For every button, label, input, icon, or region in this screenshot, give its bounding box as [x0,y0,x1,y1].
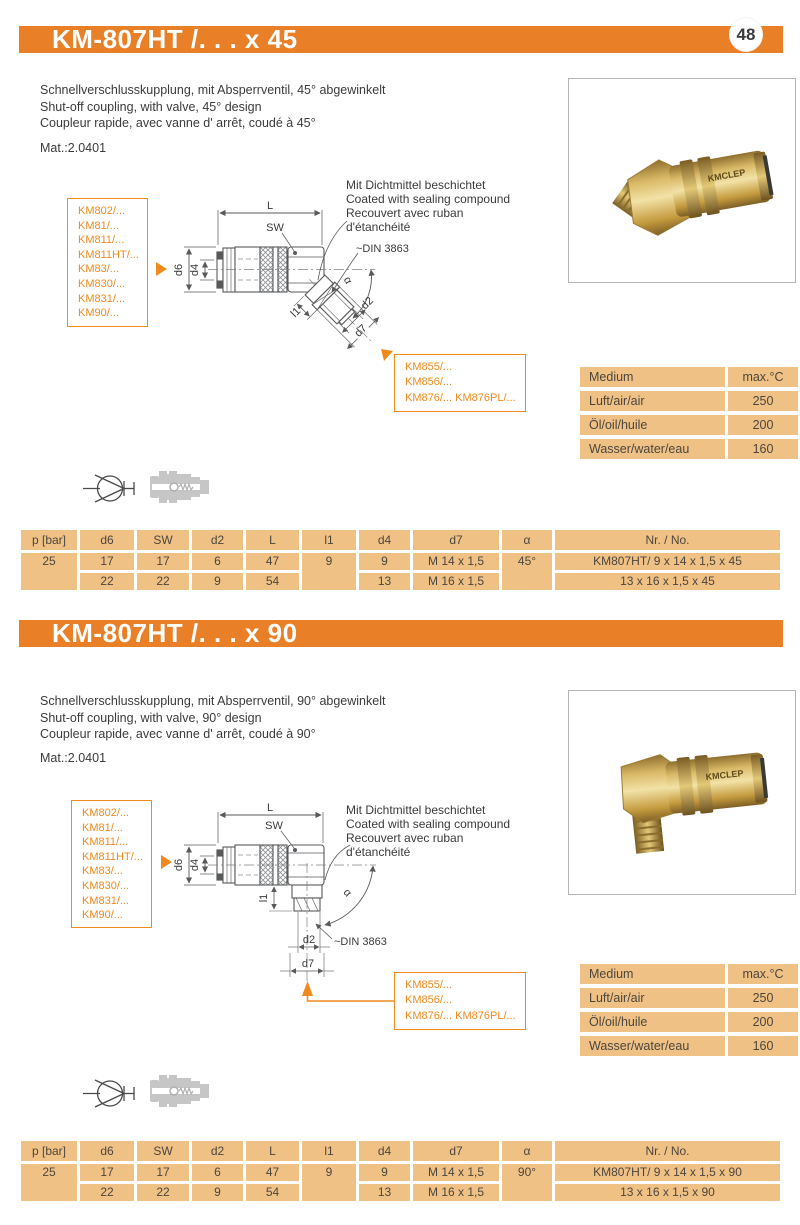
compat-item: KM856/... [405,376,453,389]
compat-nipples-box [394,354,526,412]
photo-brand-text: KMCLEP [706,167,747,184]
compat-item: KM831/... [82,894,130,907]
cell: 22 [80,573,134,590]
compat-item: KM83/... [82,865,123,878]
photo-brand-text: KMCLEP [705,768,744,783]
compat-item: KM81/... [82,821,123,834]
maxc-header: max.°C [728,367,798,387]
cell: 9 [359,553,410,570]
column-header: l1 [302,530,356,550]
table-row [580,415,798,435]
column-header: d6 [80,530,134,550]
din-standard-label: ~DIN 3863 [356,243,409,255]
dim-SW-label: SW [265,820,283,832]
cell: 22 [137,573,189,590]
cell: Öl/oil/huile [580,1012,725,1032]
column-header: d2 [192,530,243,550]
sealing-note-en: Coated with sealing compound [346,817,511,831]
cell: 47 [246,553,299,570]
cell: 13 x 16 x 1,5 x 90 [555,1184,780,1201]
description-block [40,693,460,743]
page-number-badge [730,18,762,51]
product-photo-45 [568,78,796,283]
compat-item: KM856/... [405,994,453,1007]
section-title: KM-807HT /. . . x 90 [52,618,298,648]
cell: 9 [192,573,243,590]
medium-header: Medium [580,964,725,984]
cell: M 14 x 1,5 [413,1164,499,1181]
din-standard-label: ~DIN 3863 [334,936,387,948]
column-header: d4 [359,1141,410,1161]
cell: 25 [21,553,77,590]
column-header: SW [137,1141,189,1161]
compat-couplings-box [67,198,148,327]
cell: 17 [80,553,134,570]
table-row [21,1184,780,1201]
description-fr: Coupleur rapide, avec vanne d' arrêt, coudé à 90° [40,727,316,741]
coupling-render [606,141,777,242]
column-header: l1 [302,1141,356,1161]
cell: Luft/air/air [580,391,725,411]
table-row [580,1012,798,1032]
compat-item: KM90/... [82,909,123,922]
cell: 17 [137,1164,189,1181]
description-en: Shut-off coupling, with valve, 45° design [40,99,262,114]
compat-item: KM876/... KM876PL/... [405,1009,516,1022]
cell: 160 [728,1036,798,1056]
table-row [580,964,798,984]
column-header: L [246,530,299,550]
description-de: Schnellverschlusskupplung, mit Absperrventil, 90° abgewinkelt [40,694,386,708]
cell: 9 [302,1164,356,1201]
sealing-note-fr: Recouvert avec ruban d'étanchéité [346,206,464,234]
cell: 47 [246,1164,299,1181]
page-number: 48 [736,25,756,44]
sealing-note-de: Mit Dichtmittel beschichtet [346,803,486,817]
dim-d6-label: d6 [173,263,185,277]
cell: Wasser/water/eau [580,1036,725,1056]
cell: M 16 x 1,5 [413,1184,499,1201]
description-de: Schnellverschlusskupplung, mit Absperrventil, 45° abgewinkelt [40,83,386,97]
brass-coupling-90-image [569,691,795,894]
cell: 13 x 16 x 1,5 x 45 [555,573,780,590]
cell: 250 [728,391,798,411]
cell: 13 [359,573,410,590]
cell: 9 [359,1164,410,1181]
coupling-symbol-icon [150,468,212,506]
compat-item: KM811/... [78,234,125,247]
description-en: Shut-off coupling, with valve, 90° design [40,710,262,725]
cell: Luft/air/air [580,988,725,1008]
cell: 17 [137,553,189,570]
cell: 22 [137,1184,189,1201]
cell: 17 [80,1164,134,1181]
compat-item: KM811HT/... [78,248,139,261]
column-header: p [bar] [21,1141,77,1161]
compat-item: KM831/... [78,292,126,305]
dim-d6-label: d6 [173,858,185,872]
compat-item: KM83/... [78,263,119,276]
maxc-header: max.°C [728,964,798,984]
medium-temperature-table [577,363,800,463]
arrow-right-icon [156,262,167,276]
compat-item: KM90/... [78,307,119,320]
cell: M 14 x 1,5 [413,553,499,570]
compat-item: KM855/... [405,361,453,373]
cell: 6 [192,1164,243,1181]
column-header: d4 [359,530,410,550]
dim-L-label: L [266,802,274,814]
column-header: Nr. / No. [555,1141,780,1161]
section-banner-45 [19,26,783,53]
technical-drawing-90 [168,795,430,1010]
spec-table-45 [18,527,783,593]
column-header: SW [137,530,189,550]
medium-temperature-table [577,960,800,1060]
compat-item: KM830/... [82,879,130,892]
cell: 54 [246,573,299,590]
cell: 250 [728,988,798,1008]
cell: 200 [728,1012,798,1032]
sealing-note-en: Coated with sealing compound [346,192,511,206]
dim-d7-label: d7 [301,958,315,970]
sealing-note-de: Mit Dichtmittel beschichtet [346,178,486,192]
compat-item: KM802/... [82,807,130,819]
product-photo-90 [568,690,796,895]
compat-item: KM811HT/... [82,850,143,863]
dim-l1-label: l1 [258,893,270,903]
column-header: d6 [80,1141,134,1161]
coupling-render [618,744,772,855]
table-header-row [21,530,780,550]
medium-header: Medium [580,367,725,387]
cell: 22 [80,1184,134,1201]
column-header: d2 [192,1141,243,1161]
compat-item: KM830/... [78,277,126,290]
spec-table-90 [18,1138,783,1204]
compat-item: KM811/... [82,836,129,849]
cell: 6 [192,553,243,570]
cell: Öl/oil/huile [580,415,725,435]
cell: 13 [359,1184,410,1201]
arrow-up-icon [302,981,313,996]
dim-L-label: L [266,200,274,212]
cell: 25 [21,1164,77,1201]
arrow-pointer-icon [381,349,393,361]
table-row [580,988,798,1008]
column-header: L [246,1141,299,1161]
compat-item: KM876/... KM876PL/... [405,391,516,404]
cell: 9 [192,1184,243,1201]
column-header: Nr. / No. [555,530,780,550]
table-row [580,367,798,387]
dim-d2-label: d2 [302,934,316,946]
compat-item: KM802/... [78,205,126,217]
compat-item: KM81/... [78,219,119,232]
table-row [21,1164,780,1181]
section-title: KM-807HT /. . . x 45 [52,24,298,54]
compat-item: KM855/... [405,979,453,991]
dim-d4-label: d4 [189,263,201,277]
column-header: d7 [413,1141,499,1161]
cell: 200 [728,415,798,435]
dim-d7-label: d7 [352,322,370,340]
description-fr: Coupleur rapide, avec vanne d' arrêt, coudé à 45° [40,116,316,130]
cell: 160 [728,439,798,459]
material-spec: Mat.:2.0401 [40,751,107,765]
cell: 45° [502,553,552,590]
column-header: p [bar] [21,530,77,550]
cell: KM807HT/ 9 x 14 x 1,5 x 45 [555,553,780,570]
cell: 54 [246,1184,299,1201]
table-row [21,553,780,570]
cell: 9 [302,553,356,590]
dim-alpha-label: α [340,886,354,900]
check-valve-icon [83,1075,143,1111]
cell: M 16 x 1,5 [413,573,499,590]
compat-couplings-box [71,800,152,928]
dim-l1-label: l1 [288,305,304,320]
column-header: α [502,1141,552,1161]
table-row [21,573,780,590]
dim-alpha-label: α [340,274,355,287]
dim-d2-label: d2 [358,294,376,312]
coupling-symbol-icon [150,1072,212,1110]
connector-line [308,996,396,1001]
section-banner-90 [19,620,783,647]
table-header-row [21,1141,780,1161]
column-header: d7 [413,530,499,550]
cell: 90° [502,1164,552,1201]
sealing-note-fr: Recouvert avec ruban d'étanchéité [346,831,464,859]
cell: KM807HT/ 9 x 14 x 1,5 x 90 [555,1164,780,1181]
technical-drawing-45 [168,175,430,371]
cell: Wasser/water/eau [580,439,725,459]
column-header: α [502,530,552,550]
table-row [580,439,798,459]
dim-d4-label: d4 [189,858,201,872]
material-spec: Mat.:2.0401 [40,141,107,155]
compat-nipples-box [394,972,526,1030]
table-row [580,391,798,411]
check-valve-icon [83,470,143,506]
brass-coupling-45-image [569,79,795,282]
dim-SW-label: SW [266,222,284,234]
table-row [580,1036,798,1056]
description-block [40,82,460,132]
